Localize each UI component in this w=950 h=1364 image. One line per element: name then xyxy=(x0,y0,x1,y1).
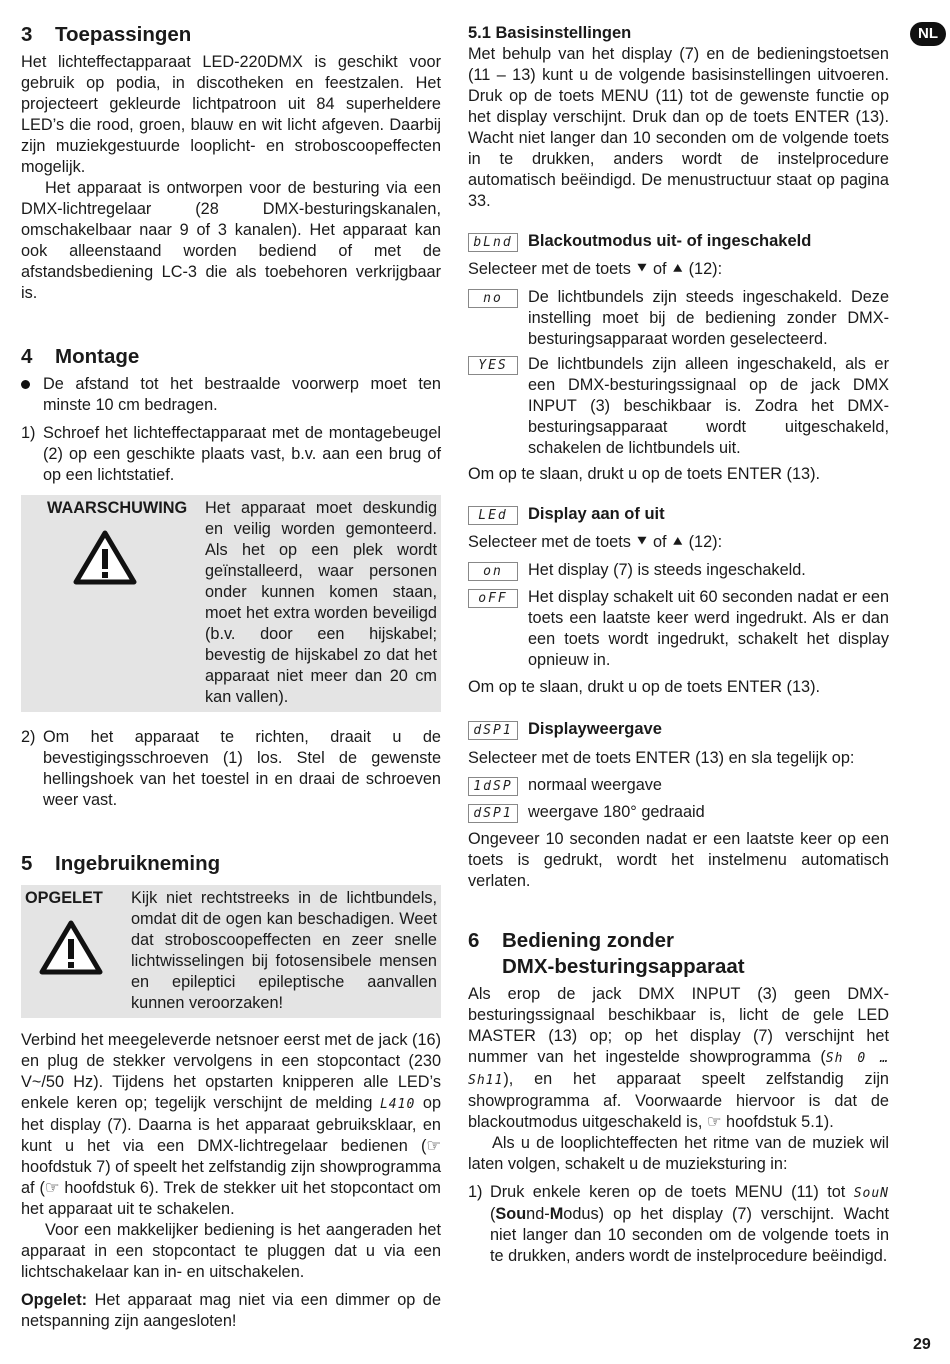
bullet-item xyxy=(21,374,441,416)
option-text: De lichtbundels zijn alleen ingeschakeld, als er een DMX-besturingssignaal op de jack DMX INPUT (3) beschikbaar is. Zodra het DMX-besturingsapparaat wordt uitgeschakeld, schakelen de lichtbundels uit. xyxy=(528,355,889,457)
paragraph xyxy=(21,1030,441,1220)
bullet-text: De afstand tot het bestraalde voorwerp moet ten minste 10 cm bedragen. xyxy=(43,375,441,414)
warning-box xyxy=(21,495,441,712)
menu-item-title: Displayweergave xyxy=(528,720,662,738)
step-text xyxy=(490,1182,889,1267)
menu-item-title: Blackoutmodus uit- of ingeschakeld xyxy=(528,232,812,250)
section-title-line2: DMX-besturingsapparaat xyxy=(502,955,745,978)
page-number: 29 xyxy=(913,1336,931,1353)
step-text: Om het apparaat te richten, draait u de bevestigingsschroeven (1) los. Stel de gewenste hellingshoek van het toestel in en draai de schroeven weer vast. xyxy=(43,728,441,809)
menu-item-header xyxy=(468,504,889,525)
caution-label: OPGELET xyxy=(25,889,103,907)
caution-box xyxy=(21,885,441,1018)
text-run: Als erop de jack DMX INPUT (3) geen DMX-besturingssignaal beschikbaar is, licht de gele LED MASTER (13) op; op het display (7) verschijnt het nummer van het ingestelde showprogramma ( xyxy=(468,985,889,1066)
step-marker: 2) xyxy=(21,728,36,746)
display-code: on xyxy=(468,562,518,581)
warning-triangle-icon xyxy=(39,919,103,975)
text-run: nd- xyxy=(526,1205,550,1223)
text-run: Druk enkele keren op de toets MENU (11) tot xyxy=(490,1183,846,1201)
display-code: bLnd xyxy=(468,233,518,252)
option-text: Het display (7) is steeds ingeschakeld. xyxy=(528,561,806,579)
caution-word: Opgelet: xyxy=(21,1291,88,1309)
bold-run: M xyxy=(549,1205,564,1223)
paragraph: Met behulp van het display (7) en de bedieningstoetsen (11 – 13) kunt u de volgende basisinstellingen uitvoeren. Druk op de toets MENU (11) tot de gewenste functie op het display verschijnt. Druk dan op de toets ENTER (13). Wacht niet langer dan 10 seconden om de volgende toets in te drukken, anders wordt de instelprocedure automatisch beëindigd. De menustructuur staat op pagina 33. xyxy=(468,45,889,210)
paragraph: Het apparaat is ontworpen voor de besturing via een DMX-lichtregelaar (28 DMX-besturingskanalen, omschakelbaar naar 9 of 3 kanalen). Het apparaat kan ook alleenstaand worden bediend of met de afstandsbediening LC-3 die als toebehoren verkrijgbaar is. xyxy=(21,179,441,302)
option-item xyxy=(468,587,889,671)
menu-item-title: Display aan of uit xyxy=(528,505,665,523)
option-text: Het display schakelt uit 60 seconden nadat er een toets een laatste keer werd ingedrukt. Als er dan een toets wordt ingedrukt, schakelt het display opnieuw in. xyxy=(528,588,889,669)
right-column xyxy=(468,20,889,1267)
paragraph: Ongeveer 10 seconden nadat er een laatste keer op een toets is gedrukt, wordt het instelmenu automatisch verlaten. xyxy=(468,830,889,890)
warning-triangle-icon xyxy=(73,529,137,585)
step-item xyxy=(468,1182,889,1267)
subsection-heading: 5.1 Basisinstellingen xyxy=(468,24,632,42)
display-code: dSP1 xyxy=(468,721,518,740)
bullet-dot xyxy=(21,380,30,389)
step-item xyxy=(21,727,441,811)
display-code: dSP1 xyxy=(468,804,518,823)
option-text: weergave 180° gedraaid xyxy=(528,803,705,821)
instruction: Om op te slaan, drukt u op de toets ENTER (13). xyxy=(468,678,821,696)
step-item xyxy=(21,423,441,486)
section-5-heading xyxy=(21,851,441,877)
option-item xyxy=(468,802,889,823)
warning-label: WAARSCHUWING xyxy=(47,499,188,517)
display-code: 1dSP xyxy=(468,777,518,796)
display-code: LEd xyxy=(468,506,518,525)
option-item xyxy=(468,354,889,459)
caution-label-area xyxy=(21,888,131,1014)
text-run: odus) op het display (7) verschijnt. Wacht niet langer dan 10 seconden om de volgende toets in te drukken, anders wordt de instelprocedure beëindigd. xyxy=(490,1205,889,1265)
section-title: Ingebruikneming xyxy=(55,852,221,875)
display-code: YES xyxy=(468,356,518,375)
section-number: 6 xyxy=(468,929,480,952)
section-number: 3 xyxy=(21,23,33,46)
step-marker: 1) xyxy=(468,1183,483,1201)
option-item xyxy=(468,560,889,581)
display-code: L410 xyxy=(379,1097,416,1112)
instruction: Selecteer met de toets ⯆ of ⯅ (12): xyxy=(468,533,723,551)
paragraph: Voor een makkelijker bediening is het aangeraden het apparaat in een stopcontact te pluggen dat u via een lichtschakelaar kan in- en uitschakelen. xyxy=(21,1221,441,1281)
instruction: Selecteer met de toets ⯆ of ⯅ (12): xyxy=(468,260,723,278)
text-run: ), en het apparaat speelt zelfstandig zijn showprogramma af. Voorwaarde hiervoor is dat de blackoutmodus uitgeschakeld is, ☞ hoofdstuk 5.1). xyxy=(468,1070,889,1131)
section-title: Toepassingen xyxy=(55,23,192,46)
section-6-heading xyxy=(468,928,889,980)
text-run: op het display (7). Daarna is het apparaat gebruiksklaar, en kunt u het via een DMX-lichtregelaar bedienen (☞ hoofdstuk 7) of speelt het zelfstandig zijn showprogramma af (☞ hoofdstuk 6). Trek de stekker uit het stopcontact om het apparaat uit te schakelen. xyxy=(21,1094,442,1218)
instruction: Selecteer met de toets ENTER (13) en sla tegelijk op: xyxy=(468,749,855,767)
paragraph: Als u de looplichteffecten het ritme van de muziek wil laten volgen, schakelt u de muzieksturing in: xyxy=(468,1134,889,1173)
display-code: Sh 0 … Sh11 xyxy=(468,1051,889,1088)
section-number: 5 xyxy=(21,852,33,875)
display-code: SouN xyxy=(853,1186,889,1201)
bold-run: Sou xyxy=(495,1205,527,1223)
section-title: Bediening zonder xyxy=(502,929,674,952)
display-code: oFF xyxy=(468,589,518,608)
section-title: Montage xyxy=(55,345,140,368)
warning-text: Het apparaat moet deskundig en veilig worden gemonteerd. Als het op een plek wordt geïnstalleerd, waar personen onder kunnen komen staan, moet het extra worden beveiligd (b.v. door een hijskabel; bevestig de hijskabel zo dat het apparaat niet meer dan 20 cm kan vallen). xyxy=(205,499,437,706)
language-badge: NL xyxy=(910,22,946,46)
left-column xyxy=(21,20,441,1332)
section-3-heading xyxy=(21,22,441,48)
option-item xyxy=(468,775,889,796)
text-run: ( xyxy=(490,1205,496,1223)
section-number: 4 xyxy=(21,345,33,368)
option-text: normaal weergave xyxy=(528,776,662,794)
paragraph: Het lichteffectapparaat LED-220DMX is geschikt voor gebruik op podia, in discotheken en feestzalen. Het projecteert gekleurde lichtpatroon uit 84 superheldere LED’s die rood, groen, blauw en wit licht afgeven. Daarbij zijn muziekgestuurde looplicht- en stroboscoopeffecten mogelijk. xyxy=(21,53,441,176)
option-item xyxy=(468,287,889,350)
text-run: Het apparaat mag niet via een dimmer op de netspanning zijn aangesloten! xyxy=(21,1291,441,1330)
option-text: De lichtbundels zijn steeds ingeschakeld. Deze instelling moet bij de bediening zonder DMX-besturingsapparaat worden geselecteerd. xyxy=(528,288,889,348)
caution-text: Kijk niet rechtstreeks in de lichtbundels, omdat dit de ogen kan beschadigen. Weet dat stroboscoopeffecten en zeer snelle lichtwisselingen bij fotosensibele mensen en epileptici epileptische aanvallen kunnen veroorzaken! xyxy=(131,889,437,1012)
section-4-heading xyxy=(21,344,441,370)
text-run: Verbind het meegeleverde netsnoer eerst met de jack (16) en plug de stekker vervolgens in een stopcontact (230 V~/50 Hz). Tijdens het opstarten knipperen alle LED’s enkele keren op; tegelijk verschijnt de melding xyxy=(21,1031,441,1112)
warning-label-area xyxy=(21,498,231,708)
step-marker: 1) xyxy=(21,424,36,442)
paragraph xyxy=(468,984,889,1133)
paragraph xyxy=(21,1290,441,1332)
step-text: Schroef het lichteffectapparaat met de montagebeugel (2) op een geschikte plaats vast, b.v. aan een brug of op een lichtstatief. xyxy=(43,424,441,484)
menu-item-header xyxy=(468,231,889,252)
instruction: Om op te slaan, drukt u op de toets ENTER (13). xyxy=(468,465,821,483)
display-code: no xyxy=(468,289,518,308)
menu-item-header xyxy=(468,719,889,740)
